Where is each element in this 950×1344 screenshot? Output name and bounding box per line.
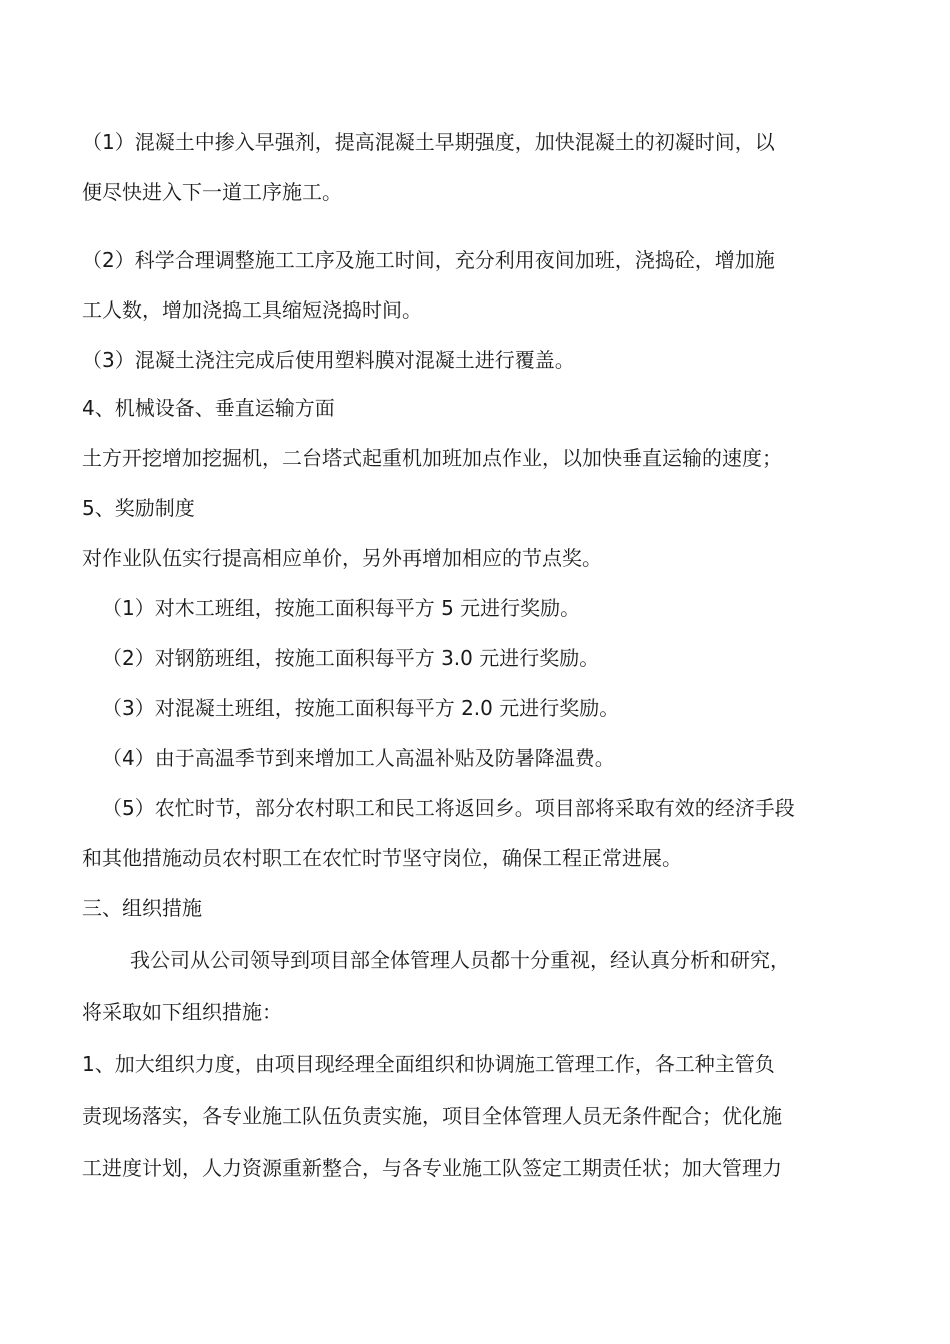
list-item: （1）对木工班组，按施工面积每平方 5 元进行奖励。	[102, 596, 581, 620]
paragraph-line: （2）科学合理调整施工工序及施工时间，充分利用夜间加班，浇捣砼，增加施	[82, 248, 775, 272]
paragraph-line: 土方开挖增加挖掘机，二台塔式起重机加班加点作业，以加快垂直运输的速度；	[82, 446, 782, 470]
paragraph-line: 1、加大组织力度，由项目现经理全面组织和协调施工管理工作，各工种主管负	[82, 1052, 775, 1076]
section-heading: 4、机械设备、垂直运输方面	[82, 396, 335, 420]
paragraph-line: （3）混凝土浇注完成后使用塑料膜对混凝土进行覆盖。	[82, 348, 575, 372]
paragraph-line: 我公司从公司领导到项目部全体管理人员都十分重视，经认真分析和研究，	[130, 948, 790, 972]
section-heading: 5、奖励制度	[82, 496, 195, 520]
paragraph-line: （1）混凝土中掺入早强剂，提高混凝土早期强度，加快混凝土的初凝时间，以	[82, 130, 775, 154]
section-heading: 三、组织措施	[82, 896, 202, 920]
paragraph-line: 责现场落实，各专业施工队伍负责实施，项目全体管理人员无条件配合；优化施	[82, 1104, 782, 1128]
list-item: （5）农忙时节，部分农村职工和民工将返回乡。项目部将采取有效的经济手段	[102, 796, 795, 820]
paragraph-line: 便尽快进入下一道工序施工。	[82, 180, 342, 204]
list-item: （3）对混凝土班组，按施工面积每平方 2.0 元进行奖励。	[102, 696, 620, 720]
list-item: （4）由于高温季节到来增加工人高温补贴及防暑降温费。	[102, 746, 615, 770]
paragraph-line: 将采取如下组织措施：	[82, 1000, 282, 1024]
list-item: （2）对钢筋班组，按施工面积每平方 3.0 元进行奖励。	[102, 646, 600, 670]
paragraph-line: 对作业队伍实行提高相应单价，另外再增加相应的节点奖。	[82, 546, 602, 570]
paragraph-line: 工进度计划，人力资源重新整合，与各专业施工队签定工期责任状；加大管理力	[82, 1156, 782, 1180]
paragraph-line: 工人数，增加浇捣工具缩短浇捣时间。	[82, 298, 422, 322]
paragraph-line: 和其他措施动员农村职工在农忙时节坚守岗位，确保工程正常进展。	[82, 846, 682, 870]
